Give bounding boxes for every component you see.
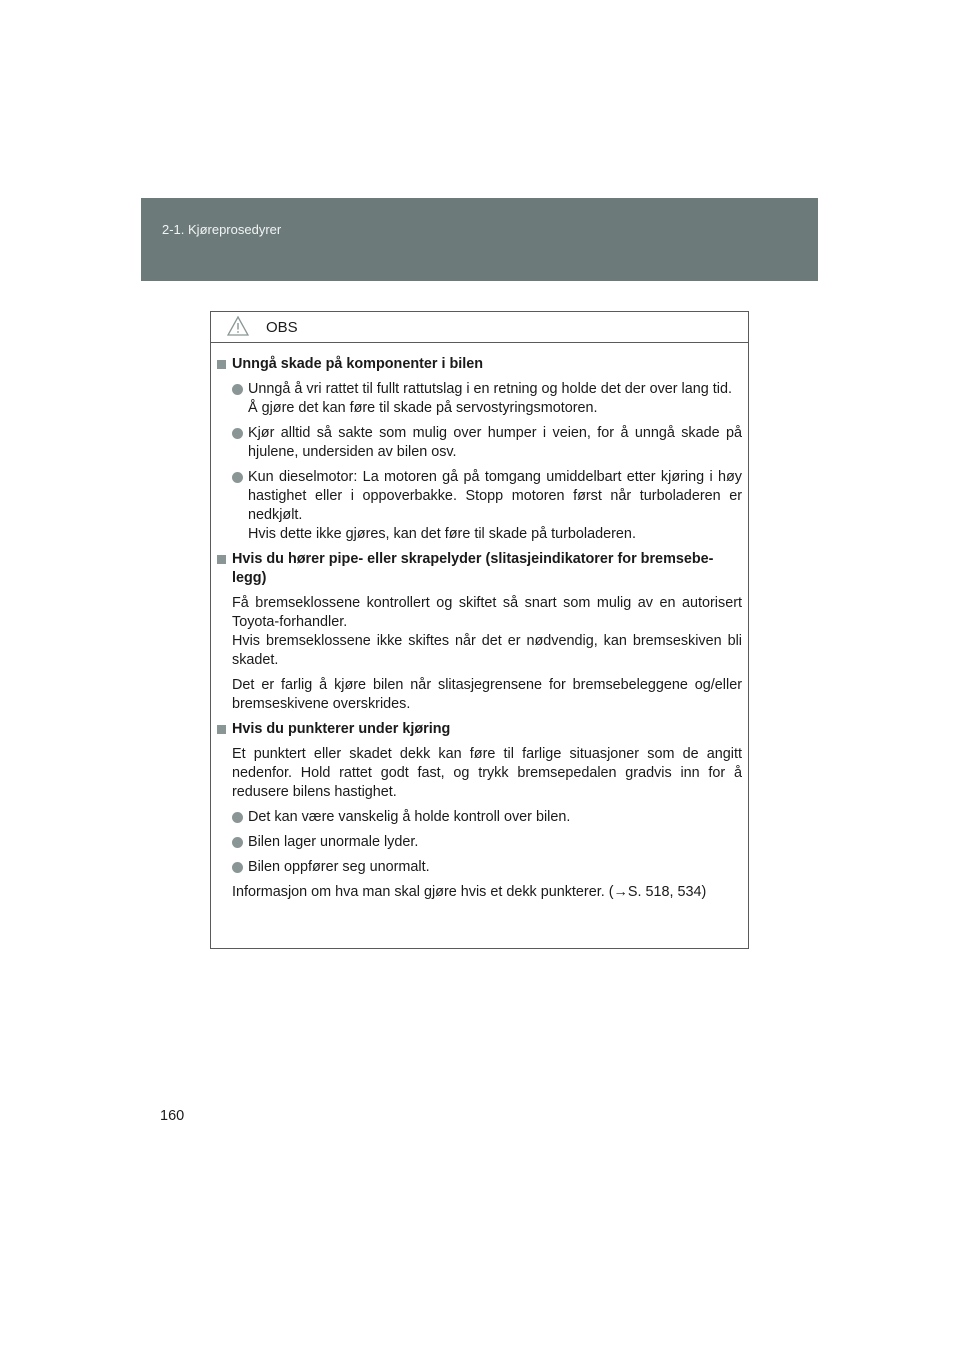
circle-bullet-icon <box>232 472 243 483</box>
square-bullet-icon <box>217 360 226 369</box>
page-number: 160 <box>160 1108 185 1124</box>
list-item: Kjør alltid så sakte som mulig over humper i veien, for å unngå skade på hjulene, undersiden av bilen osv. <box>217 424 742 462</box>
paragraph: Et punktert eller skadet dekk kan føre til farlige situasjoner som de angitt nedenfor. Hold rattet godt fast, og trykk bremsepedalen gradvis inn for å redusere bilens hastighet. <box>232 746 742 800</box>
circle-bullet-icon <box>232 837 243 848</box>
warning-triangle-icon <box>227 316 249 336</box>
list-item: Det kan være vanskelig å holde kontroll over bilen. <box>217 808 742 827</box>
obs-notice-box <box>210 311 749 949</box>
list-item: Unngå å vri rattet til fullt rattutslag i en retning og holde det der over lang tid. Å gjøre det kan føre til skade på servostyringsmotoren. <box>217 380 742 418</box>
paragraph: Få bremseklossene kontrollert og skiftet så snart som mulig av en autorisert Toyota-forhandler. Hvis bremseklossene ikke skiftes når det er nødvendig, kan bremseskiven bli skadet. <box>232 595 742 668</box>
obs-content <box>211 343 748 902</box>
square-bullet-icon <box>217 555 226 564</box>
obs-title: OBS <box>266 319 298 336</box>
section-heading: Hvis du punkterer under kjøring <box>217 720 742 739</box>
section-title: 2-1. Kjøreprosedyrer <box>162 222 282 237</box>
list-item: Bilen lager unormale lyder. <box>217 833 742 852</box>
square-bullet-icon <box>217 725 226 734</box>
section-heading: Hvis du hører pipe- eller skrapelyder (slitasjeindikatorer for bremsebelegg) <box>217 550 742 588</box>
section-header <box>141 198 818 281</box>
circle-bullet-icon <box>232 862 243 873</box>
obs-notice-header <box>211 312 748 343</box>
page-reference: Informasjon om hva man skal gjøre hvis et dekk punkterer. (→S. 518, 534) <box>232 884 707 900</box>
list-item: Kun dieselmotor: La motoren gå på tomgang umiddelbart etter kjøring i høy hastighet eller i oppoverbakke. Stopp motoren først når turboladeren er nedkjølt. Hvis dette ikke gjøres, kan det føre til skade på turboladeren. <box>217 468 742 544</box>
circle-bullet-icon <box>232 428 243 439</box>
paragraph: Det er farlig å kjøre bilen når slitasjegrensene for bremsebeleggene og/eller bremseskivene overskrides. <box>232 677 742 712</box>
circle-bullet-icon <box>232 384 243 395</box>
section-heading: Unngå skade på komponenter i bilen <box>217 355 742 374</box>
circle-bullet-icon <box>232 812 243 823</box>
list-item: Bilen oppfører seg unormalt. <box>217 858 742 877</box>
